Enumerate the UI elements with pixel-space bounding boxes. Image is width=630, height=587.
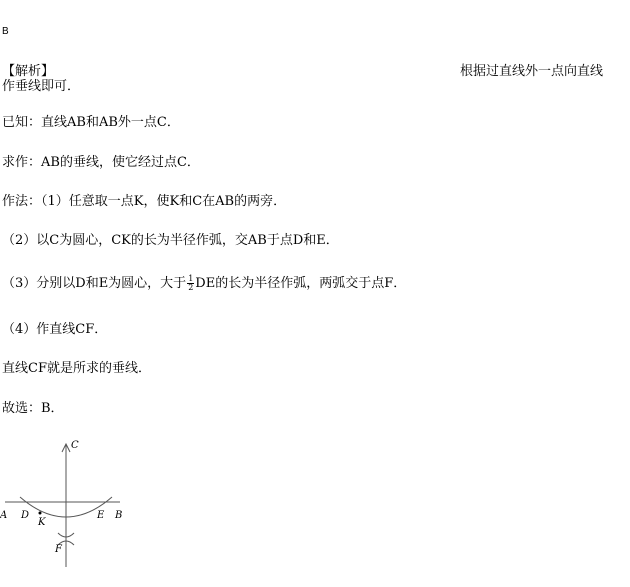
answer-letter: B: [2, 26, 9, 37]
label-c: C: [71, 440, 79, 451]
construction-figure: [0, 435, 140, 585]
fraction-denominator: 2: [188, 283, 194, 292]
label-f: F: [55, 544, 62, 555]
choice-line: 故选：B．: [2, 401, 64, 416]
label-e: E: [97, 510, 105, 521]
label-d: D: [21, 510, 30, 521]
one-half-fraction: [187, 275, 194, 292]
step-4: （4）作直线CF．: [2, 322, 108, 337]
label-a: A: [0, 510, 8, 521]
point-k: [39, 512, 42, 515]
analysis-intro-continued: 作垂线即可．: [2, 79, 81, 94]
fraction-numerator: 1: [188, 274, 194, 283]
label-k: K: [38, 517, 46, 528]
task-line: 求作：AB的垂线，使它经过点C．: [2, 155, 200, 170]
step-2: （2）以C为圆心，CK的长为半径作弧，交AB于点D和E．: [2, 233, 339, 248]
given-line: 已知：直线AB和AB外一点C．: [2, 115, 180, 130]
step-3: [2, 275, 406, 292]
step-1: 作法：（1）任意取一点K，使K和C在AB的两旁．: [2, 194, 287, 209]
analysis-intro-right: 根据过直线外一点向直线: [460, 64, 604, 79]
analysis-heading: 【解析】: [2, 64, 55, 79]
label-b: B: [115, 510, 123, 521]
step-3-after: DE的长为半径作弧，两弧交于点F．: [195, 276, 407, 291]
step-3-before: （3）分别以D和E为圆心，大于: [2, 276, 187, 291]
conclusion-line: 直线CF就是所求的垂线．: [2, 361, 151, 376]
